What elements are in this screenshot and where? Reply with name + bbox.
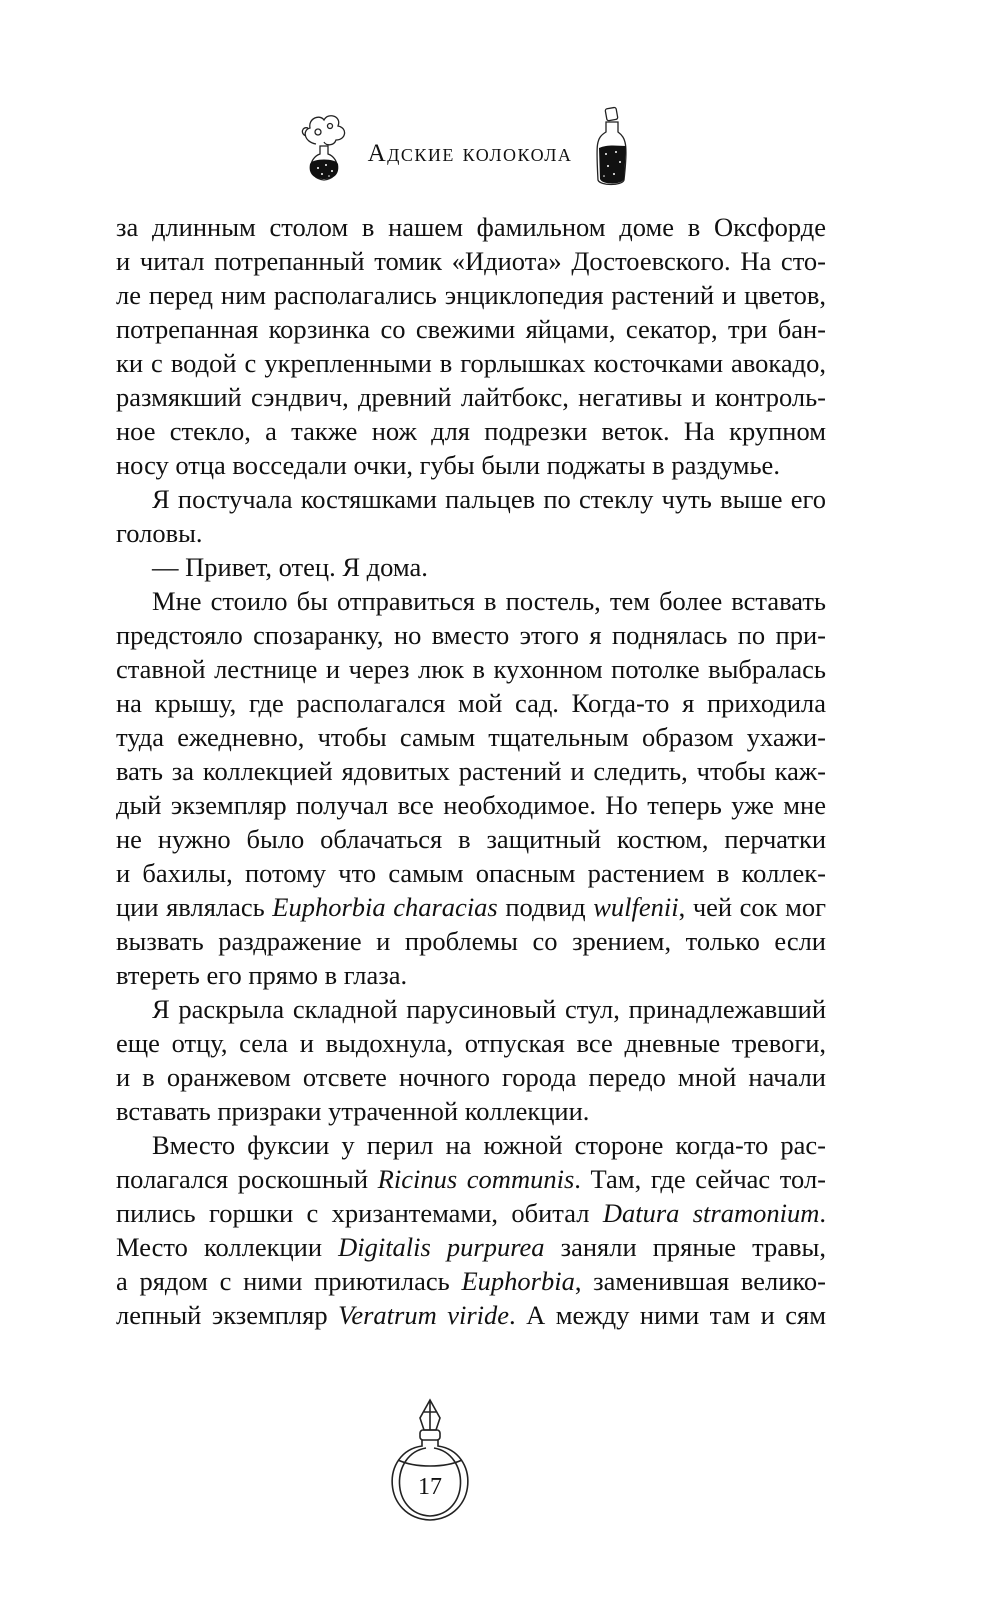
text-segment: Место коллекции	[116, 1232, 339, 1262]
text-segment: — Привет, отец. Я дома.	[152, 552, 428, 582]
text-line	[116, 346, 826, 380]
text-line	[116, 1128, 826, 1162]
text-segment: вать за коллекцией ядовитых растений и следить, чтобы каж-	[116, 756, 826, 786]
text-segment: и читал потрепанный томик «Идиота» Достоевского. На сто-	[116, 246, 826, 276]
text-line	[116, 584, 826, 618]
text-line	[116, 890, 826, 924]
text-line	[116, 788, 826, 822]
text-line	[116, 1162, 826, 1196]
text-segment: и бахилы, потому что самым опасным растением в коллек-	[116, 858, 826, 888]
text-segment: головы.	[116, 518, 203, 548]
text-segment: дый экземпляр получал все необходимое. Но теперь уже мне	[116, 790, 826, 820]
text-segment: , заменившая велико-	[574, 1266, 827, 1296]
text-segment: . Там, где сейчас тол-	[574, 1164, 826, 1194]
text-line	[116, 244, 826, 278]
italic-term: Ricinus communis	[377, 1164, 575, 1194]
text-line	[116, 380, 826, 414]
text-segment: Вместо фуксии у перил на южной стороне когда-то рас-	[152, 1130, 826, 1160]
text-line	[116, 822, 826, 856]
text-segment: ное стекло, а также нож для подрезки веток. На крупном	[116, 416, 826, 446]
text-segment: и в оранжевом отсвете ночного города передо мной начали	[116, 1062, 826, 1092]
text-segment: полагался роскошный	[116, 1164, 378, 1194]
text-line	[116, 754, 826, 788]
text-segment: . А между ними там и сям	[509, 1300, 826, 1330]
text-segment: еще отцу, села и выдохнула, отпуская все дневные тревоги,	[116, 1028, 826, 1058]
text-segment: предстояло спозаранку, но вместо этого я поднялась по при-	[116, 620, 826, 650]
italic-term: Euphorbia	[461, 1266, 575, 1296]
text-line	[116, 1060, 826, 1094]
text-line	[116, 482, 826, 516]
text-line	[116, 618, 826, 652]
text-segment: вызвать раздражение и проблемы со зрением, только если	[116, 926, 826, 956]
italic-term: wulfenii	[593, 892, 679, 922]
text-segment: пились горшки с хризантемами, обитал	[116, 1198, 603, 1228]
text-line	[116, 1230, 826, 1264]
text-segment: Я раскрыла складной парусиновый стул, принадлежавший	[152, 994, 826, 1024]
text-line	[116, 924, 826, 958]
text-line	[116, 1196, 826, 1230]
potion-bottle-icon	[590, 104, 634, 188]
text-line	[116, 992, 826, 1026]
text-segment: вставать призраки утраченной коллекции.	[116, 1096, 590, 1126]
text-segment: туда ежедневно, чтобы самым тщательным образом ухажи-	[116, 722, 826, 752]
text-segment: Мне стоило бы отправиться в постель, тем более вставать	[152, 586, 826, 616]
text-segment: а рядом с ними приютилась	[116, 1266, 462, 1296]
paragraph	[116, 482, 826, 550]
body-text	[116, 210, 826, 1332]
text-line	[116, 278, 826, 312]
text-line	[116, 1264, 826, 1298]
text-segment: потрепанная корзинка со свежими яйцами, секатор, три бан-	[116, 314, 826, 344]
text-line	[116, 652, 826, 686]
smoking-flask-icon	[296, 108, 352, 184]
text-line	[116, 958, 826, 992]
italic-term: Digitalis purpurea	[338, 1232, 545, 1262]
text-segment: на крышу, где располагался мой сад. Когда-то я приходила	[116, 688, 826, 718]
text-line	[116, 1094, 826, 1128]
text-segment: заняли пряные травы,	[544, 1232, 826, 1262]
running-header	[0, 100, 1000, 190]
text-line	[116, 516, 826, 550]
paragraph	[116, 210, 826, 482]
text-segment: ле перед ним располагались энциклопедия растений и цветов,	[116, 280, 826, 310]
text-segment: ции являлась	[116, 892, 273, 922]
text-segment: за длинным столом в нашем фамильном доме в Оксфорде	[116, 212, 826, 242]
paragraph	[116, 550, 826, 584]
text-line	[116, 312, 826, 346]
text-segment: подвид	[497, 892, 594, 922]
text-segment: не нужно было облачаться в защитный костюм, перчатки	[116, 824, 826, 854]
text-segment: размякший сэндвич, древний лайтбокс, негативы и контроль-	[116, 382, 826, 412]
italic-term: Euphorbia characias	[272, 892, 498, 922]
page-footer	[360, 1380, 500, 1540]
page-number: 17	[418, 1474, 442, 1500]
italic-term: Veratrum viride	[338, 1300, 510, 1330]
paragraph	[116, 1128, 826, 1332]
text-line	[116, 414, 826, 448]
text-line	[116, 550, 826, 584]
text-line	[116, 448, 826, 482]
round-flask-icon	[360, 1380, 500, 1540]
text-line	[116, 1026, 826, 1060]
text-segment: .	[819, 1198, 826, 1228]
italic-term: Datura stramonium	[602, 1198, 820, 1228]
text-segment: носу отца восседали очки, губы были поджаты в раздумье.	[116, 450, 780, 480]
text-line	[116, 1298, 826, 1332]
text-segment: , чей сок мог	[678, 892, 827, 922]
text-segment: втереть его прямо в глаза.	[116, 960, 408, 990]
paragraph	[116, 992, 826, 1128]
text-segment: ки с водой с укрепленными в горлышках косточками авокадо,	[116, 348, 826, 378]
text-segment: Я постучала костяшками пальцев по стеклу чуть выше его	[152, 484, 826, 514]
text-line	[116, 856, 826, 890]
text-line	[116, 210, 826, 244]
running-title: Адские колокола	[367, 140, 573, 167]
text-line	[116, 720, 826, 754]
paragraph	[116, 584, 826, 992]
text-line	[116, 686, 826, 720]
text-segment: ставной лестнице и через люк в кухонном потолке выбралась	[116, 654, 826, 684]
text-segment: лепный экземпляр	[116, 1300, 339, 1330]
